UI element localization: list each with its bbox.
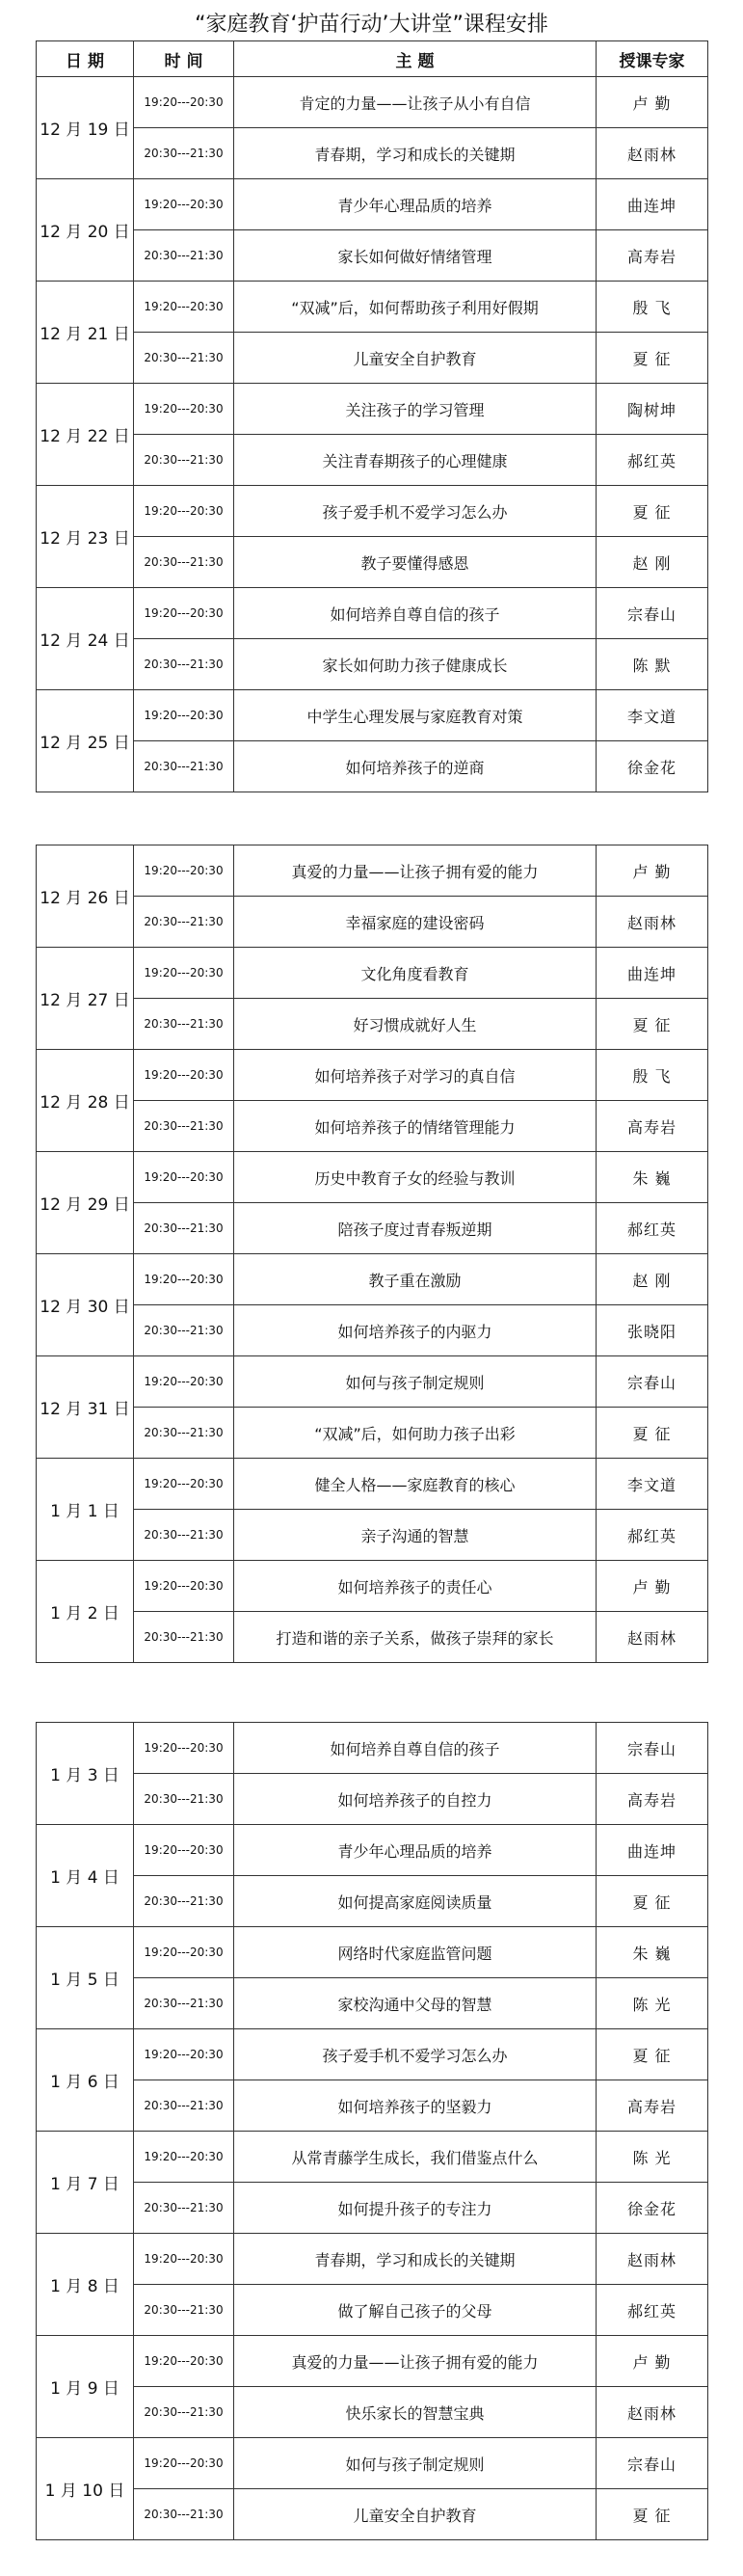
time-cell: 19:20---20:30 bbox=[134, 2132, 234, 2183]
teacher-cell: 李文道 bbox=[597, 1459, 708, 1510]
topic-cell: 网络时代家庭监管问题 bbox=[234, 1927, 597, 1978]
table-row bbox=[37, 1510, 708, 1561]
table-row bbox=[37, 741, 708, 792]
topic-cell: 真爱的力量——让孩子拥有爱的能力 bbox=[234, 2336, 597, 2387]
teacher-cell: 赵 刚 bbox=[597, 1254, 708, 1305]
teacher-cell: 高寿岩 bbox=[597, 230, 708, 282]
teacher-cell: 陈 默 bbox=[597, 639, 708, 690]
topic-cell: 亲子沟通的智慧 bbox=[234, 1510, 597, 1561]
topic-cell: 家长如何做好情绪管理 bbox=[234, 230, 597, 282]
teacher-cell: 曲连坤 bbox=[597, 179, 708, 230]
teacher-cell: 夏 征 bbox=[597, 1876, 708, 1927]
page-title: “家庭教育‘护苗行动’大讲堂”课程安排 bbox=[195, 13, 548, 37]
table-row bbox=[37, 1927, 708, 1978]
schedule-body bbox=[37, 77, 708, 792]
date-cell: 1 月 9 日 bbox=[37, 2336, 134, 2438]
time-cell: 19:20---20:30 bbox=[134, 2234, 234, 2285]
table-row bbox=[37, 2285, 708, 2336]
time-cell: 20:30---21:30 bbox=[134, 2080, 234, 2132]
time-cell: 20:30---21:30 bbox=[134, 1101, 234, 1152]
date-cell: 1 月 10 日 bbox=[37, 2438, 134, 2540]
topic-cell: 孩子爱手机不爱学习怎么办 bbox=[234, 2029, 597, 2080]
teacher-cell: 曲连坤 bbox=[597, 948, 708, 999]
table-row bbox=[37, 2438, 708, 2489]
topic-cell: 家长如何助力孩子健康成长 bbox=[234, 639, 597, 690]
topic-cell: 如何培养孩子的情绪管理能力 bbox=[234, 1101, 597, 1152]
table-row bbox=[37, 230, 708, 282]
date-cell: 12 月 30 日 bbox=[37, 1254, 134, 1356]
date-cell: 1 月 7 日 bbox=[37, 2132, 134, 2234]
teacher-cell: 夏 征 bbox=[597, 2489, 708, 2540]
teacher-cell: 殷 飞 bbox=[597, 1050, 708, 1101]
table-row bbox=[37, 1408, 708, 1459]
teacher-cell: 高寿岩 bbox=[597, 2080, 708, 2132]
topic-cell: 如何提升孩子的专注力 bbox=[234, 2183, 597, 2234]
teacher-cell: 宗春山 bbox=[597, 588, 708, 639]
topic-cell: 如何提高家庭阅读质量 bbox=[234, 1876, 597, 1927]
time-cell: 19:20---20:30 bbox=[134, 1927, 234, 1978]
schedule-table-2 bbox=[36, 845, 708, 1663]
table-row bbox=[37, 128, 708, 179]
table-row bbox=[37, 384, 708, 435]
date-cell: 1 月 4 日 bbox=[37, 1825, 134, 1927]
time-cell: 20:30---21:30 bbox=[134, 1408, 234, 1459]
topic-cell: 孩子爱手机不爱学习怎么办 bbox=[234, 486, 597, 537]
header-topic: 主 题 bbox=[234, 41, 597, 77]
topic-cell: 儿童安全自护教育 bbox=[234, 333, 597, 384]
time-cell: 20:30---21:30 bbox=[134, 999, 234, 1050]
time-cell: 19:20---20:30 bbox=[134, 948, 234, 999]
time-cell: 20:30---21:30 bbox=[134, 128, 234, 179]
table-row bbox=[37, 845, 708, 897]
teacher-cell: 宗春山 bbox=[597, 2438, 708, 2489]
teacher-cell: 高寿岩 bbox=[597, 1774, 708, 1825]
teacher-cell: 赵雨林 bbox=[597, 897, 708, 948]
table-row bbox=[37, 1612, 708, 1663]
time-cell: 20:30---21:30 bbox=[134, 1876, 234, 1927]
teacher-cell: 陈 光 bbox=[597, 2132, 708, 2183]
teacher-cell: 朱 巍 bbox=[597, 1927, 708, 1978]
topic-cell: 青少年心理品质的培养 bbox=[234, 1825, 597, 1876]
topic-cell: 真爱的力量——让孩子拥有爱的能力 bbox=[234, 845, 597, 897]
schedule-body bbox=[37, 845, 708, 1663]
table-row bbox=[37, 2387, 708, 2438]
topic-cell: 如何与孩子制定规则 bbox=[234, 2438, 597, 2489]
teacher-cell: 宗春山 bbox=[597, 1723, 708, 1774]
table-row bbox=[37, 486, 708, 537]
time-cell: 20:30---21:30 bbox=[134, 435, 234, 486]
topic-cell: 教子要懂得感恩 bbox=[234, 537, 597, 588]
date-cell: 1 月 6 日 bbox=[37, 2029, 134, 2132]
header-date: 日 期 bbox=[37, 41, 134, 77]
topic-cell: 健全人格——家庭教育的核心 bbox=[234, 1459, 597, 1510]
topic-cell: 如何培养孩子的逆商 bbox=[234, 741, 597, 792]
topic-cell: 教子重在激励 bbox=[234, 1254, 597, 1305]
teacher-cell: 赵雨林 bbox=[597, 1612, 708, 1663]
table-row bbox=[37, 2080, 708, 2132]
time-cell: 19:20---20:30 bbox=[134, 1825, 234, 1876]
date-cell: 12 月 26 日 bbox=[37, 845, 134, 948]
date-cell: 12 月 28 日 bbox=[37, 1050, 134, 1152]
table-row bbox=[37, 1459, 708, 1510]
date-cell: 12 月 27 日 bbox=[37, 948, 134, 1050]
teacher-cell: 徐金花 bbox=[597, 741, 708, 792]
date-cell: 12 月 21 日 bbox=[37, 282, 134, 384]
topic-cell: 如何培养孩子的坚毅力 bbox=[234, 2080, 597, 2132]
time-cell: 20:30---21:30 bbox=[134, 2183, 234, 2234]
time-cell: 19:20---20:30 bbox=[134, 282, 234, 333]
teacher-cell: 徐金花 bbox=[597, 2183, 708, 2234]
topic-cell: “双减”后，如何帮助孩子利用好假期 bbox=[234, 282, 597, 333]
table-row bbox=[37, 588, 708, 639]
teacher-cell: 赵 刚 bbox=[597, 537, 708, 588]
date-cell: 12 月 24 日 bbox=[37, 588, 134, 690]
time-cell: 19:20---20:30 bbox=[134, 1254, 234, 1305]
topic-cell: 中学生心理发展与家庭教育对策 bbox=[234, 690, 597, 741]
table-row bbox=[37, 2183, 708, 2234]
header-time: 时 间 bbox=[134, 41, 234, 77]
teacher-cell: 郝红英 bbox=[597, 2285, 708, 2336]
table-row bbox=[37, 282, 708, 333]
date-cell: 1 月 3 日 bbox=[37, 1723, 134, 1825]
time-cell: 20:30---21:30 bbox=[134, 1774, 234, 1825]
topic-cell: 历史中教育子女的经验与教训 bbox=[234, 1152, 597, 1203]
schedule-table-3 bbox=[36, 1722, 708, 2540]
table-row bbox=[37, 2029, 708, 2080]
teacher-cell: 陶树坤 bbox=[597, 384, 708, 435]
topic-cell: 如何培养孩子的内驱力 bbox=[234, 1305, 597, 1356]
table-row bbox=[37, 77, 708, 128]
topic-cell: 如何培养孩子的自控力 bbox=[234, 1774, 597, 1825]
teacher-cell: 朱 巍 bbox=[597, 1152, 708, 1203]
teacher-cell: 宗春山 bbox=[597, 1356, 708, 1408]
time-cell: 19:20---20:30 bbox=[134, 588, 234, 639]
time-cell: 20:30---21:30 bbox=[134, 1305, 234, 1356]
teacher-cell: 李文道 bbox=[597, 690, 708, 741]
topic-cell: 青少年心理品质的培养 bbox=[234, 179, 597, 230]
table-row bbox=[37, 537, 708, 588]
time-cell: 20:30---21:30 bbox=[134, 2387, 234, 2438]
topic-cell: 如何培养孩子对学习的真自信 bbox=[234, 1050, 597, 1101]
date-cell: 1 月 8 日 bbox=[37, 2234, 134, 2336]
teacher-cell: 夏 征 bbox=[597, 1408, 708, 1459]
table-row bbox=[37, 1305, 708, 1356]
time-cell: 19:20---20:30 bbox=[134, 179, 234, 230]
date-cell: 1 月 1 日 bbox=[37, 1459, 134, 1561]
time-cell: 19:20---20:30 bbox=[134, 1561, 234, 1612]
date-cell: 12 月 19 日 bbox=[37, 77, 134, 179]
table-row bbox=[37, 639, 708, 690]
table-row bbox=[37, 1561, 708, 1612]
schedule-table-1 bbox=[36, 40, 708, 792]
time-cell: 20:30---21:30 bbox=[134, 897, 234, 948]
date-cell: 12 月 31 日 bbox=[37, 1356, 134, 1459]
teacher-cell: 高寿岩 bbox=[597, 1101, 708, 1152]
topic-cell: 家校沟通中父母的智慧 bbox=[234, 1978, 597, 2029]
table-row bbox=[37, 1152, 708, 1203]
teacher-cell: 曲连坤 bbox=[597, 1825, 708, 1876]
table-row bbox=[37, 179, 708, 230]
time-cell: 20:30---21:30 bbox=[134, 639, 234, 690]
date-cell: 12 月 23 日 bbox=[37, 486, 134, 588]
topic-cell: 快乐家长的智慧宝典 bbox=[234, 2387, 597, 2438]
teacher-cell: 殷 飞 bbox=[597, 282, 708, 333]
table-row bbox=[37, 2336, 708, 2387]
time-cell: 20:30---21:30 bbox=[134, 1612, 234, 1663]
topic-cell: 陪孩子度过青春叛逆期 bbox=[234, 1203, 597, 1254]
time-cell: 20:30---21:30 bbox=[134, 1978, 234, 2029]
table-row bbox=[37, 1723, 708, 1774]
date-cell: 12 月 29 日 bbox=[37, 1152, 134, 1254]
topic-cell: 好习惯成就好人生 bbox=[234, 999, 597, 1050]
teacher-cell: 夏 征 bbox=[597, 486, 708, 537]
time-cell: 20:30---21:30 bbox=[134, 230, 234, 282]
teacher-cell: 卢 勤 bbox=[597, 1561, 708, 1612]
time-cell: 19:20---20:30 bbox=[134, 2336, 234, 2387]
table-row bbox=[37, 897, 708, 948]
time-cell: 20:30---21:30 bbox=[134, 2489, 234, 2540]
topic-cell: 从常青藤学生成长，我们借鉴点什么 bbox=[234, 2132, 597, 2183]
time-cell: 20:30---21:30 bbox=[134, 333, 234, 384]
teacher-cell: 郝红英 bbox=[597, 435, 708, 486]
table-row bbox=[37, 333, 708, 384]
date-cell: 12 月 20 日 bbox=[37, 179, 134, 282]
time-cell: 20:30---21:30 bbox=[134, 537, 234, 588]
time-cell: 19:20---20:30 bbox=[134, 690, 234, 741]
topic-cell: 儿童安全自护教育 bbox=[234, 2489, 597, 2540]
table-row bbox=[37, 1774, 708, 1825]
time-cell: 19:20---20:30 bbox=[134, 845, 234, 897]
table-row bbox=[37, 1203, 708, 1254]
table-row bbox=[37, 948, 708, 999]
topic-cell: 关注孩子的学习管理 bbox=[234, 384, 597, 435]
time-cell: 19:20---20:30 bbox=[134, 77, 234, 128]
table-row bbox=[37, 690, 708, 741]
topic-cell: 幸福家庭的建设密码 bbox=[234, 897, 597, 948]
time-cell: 19:20---20:30 bbox=[134, 1459, 234, 1510]
time-cell: 19:20---20:30 bbox=[134, 2029, 234, 2080]
time-cell: 20:30---21:30 bbox=[134, 1510, 234, 1561]
time-cell: 19:20---20:30 bbox=[134, 486, 234, 537]
table-row bbox=[37, 999, 708, 1050]
teacher-cell: 郝红英 bbox=[597, 1510, 708, 1561]
time-cell: 19:20---20:30 bbox=[134, 1050, 234, 1101]
teacher-cell: 赵雨林 bbox=[597, 2234, 708, 2285]
time-cell: 20:30---21:30 bbox=[134, 2285, 234, 2336]
table-row bbox=[37, 2234, 708, 2285]
date-cell: 1 月 2 日 bbox=[37, 1561, 134, 1663]
topic-cell: 如何培养孩子的责任心 bbox=[234, 1561, 597, 1612]
schedule-body bbox=[37, 1723, 708, 2540]
table-row bbox=[37, 1254, 708, 1305]
topic-cell: 青春期，学习和成长的关键期 bbox=[234, 128, 597, 179]
teacher-cell: 夏 征 bbox=[597, 2029, 708, 2080]
teacher-cell: 陈 光 bbox=[597, 1978, 708, 2029]
topic-cell: 如何培养自尊自信的孩子 bbox=[234, 1723, 597, 1774]
table-row bbox=[37, 1356, 708, 1408]
time-cell: 19:20---20:30 bbox=[134, 1152, 234, 1203]
teacher-cell: 卢 勤 bbox=[597, 77, 708, 128]
table-row bbox=[37, 1876, 708, 1927]
time-cell: 19:20---20:30 bbox=[134, 2438, 234, 2489]
topic-cell: 关注青春期孩子的心理健康 bbox=[234, 435, 597, 486]
date-cell: 12 月 25 日 bbox=[37, 690, 134, 792]
date-cell: 12 月 22 日 bbox=[37, 384, 134, 486]
teacher-cell: 夏 征 bbox=[597, 333, 708, 384]
time-cell: 19:20---20:30 bbox=[134, 1723, 234, 1774]
teacher-cell: 卢 勤 bbox=[597, 845, 708, 897]
time-cell: 19:20---20:30 bbox=[134, 384, 234, 435]
topic-cell: 如何与孩子制定规则 bbox=[234, 1356, 597, 1408]
table-row bbox=[37, 1978, 708, 2029]
teacher-cell: 张晓阳 bbox=[597, 1305, 708, 1356]
table-row bbox=[37, 1050, 708, 1101]
time-cell: 19:20---20:30 bbox=[134, 1356, 234, 1408]
table-row bbox=[37, 2132, 708, 2183]
topic-cell: 文化角度看教育 bbox=[234, 948, 597, 999]
teacher-cell: 赵雨林 bbox=[597, 2387, 708, 2438]
topic-cell: 如何培养自尊自信的孩子 bbox=[234, 588, 597, 639]
time-cell: 20:30---21:30 bbox=[134, 1203, 234, 1254]
topic-cell: “双减”后，如何助力孩子出彩 bbox=[234, 1408, 597, 1459]
teacher-cell: 郝红英 bbox=[597, 1203, 708, 1254]
header-teacher: 授课专家 bbox=[597, 41, 708, 77]
teacher-cell: 赵雨林 bbox=[597, 128, 708, 179]
teacher-cell: 夏 征 bbox=[597, 999, 708, 1050]
table-row bbox=[37, 1825, 708, 1876]
date-cell: 1 月 5 日 bbox=[37, 1927, 134, 2029]
topic-cell: 青春期，学习和成长的关键期 bbox=[234, 2234, 597, 2285]
table-row bbox=[37, 435, 708, 486]
topic-cell: 肯定的力量——让孩子从小有自信 bbox=[234, 77, 597, 128]
table-row bbox=[37, 1101, 708, 1152]
topic-cell: 做了解自己孩子的父母 bbox=[234, 2285, 597, 2336]
header-row bbox=[37, 41, 708, 77]
table-row bbox=[37, 2489, 708, 2540]
teacher-cell: 卢 勤 bbox=[597, 2336, 708, 2387]
topic-cell: 打造和谐的亲子关系，做孩子崇拜的家长 bbox=[234, 1612, 597, 1663]
time-cell: 20:30---21:30 bbox=[134, 741, 234, 792]
